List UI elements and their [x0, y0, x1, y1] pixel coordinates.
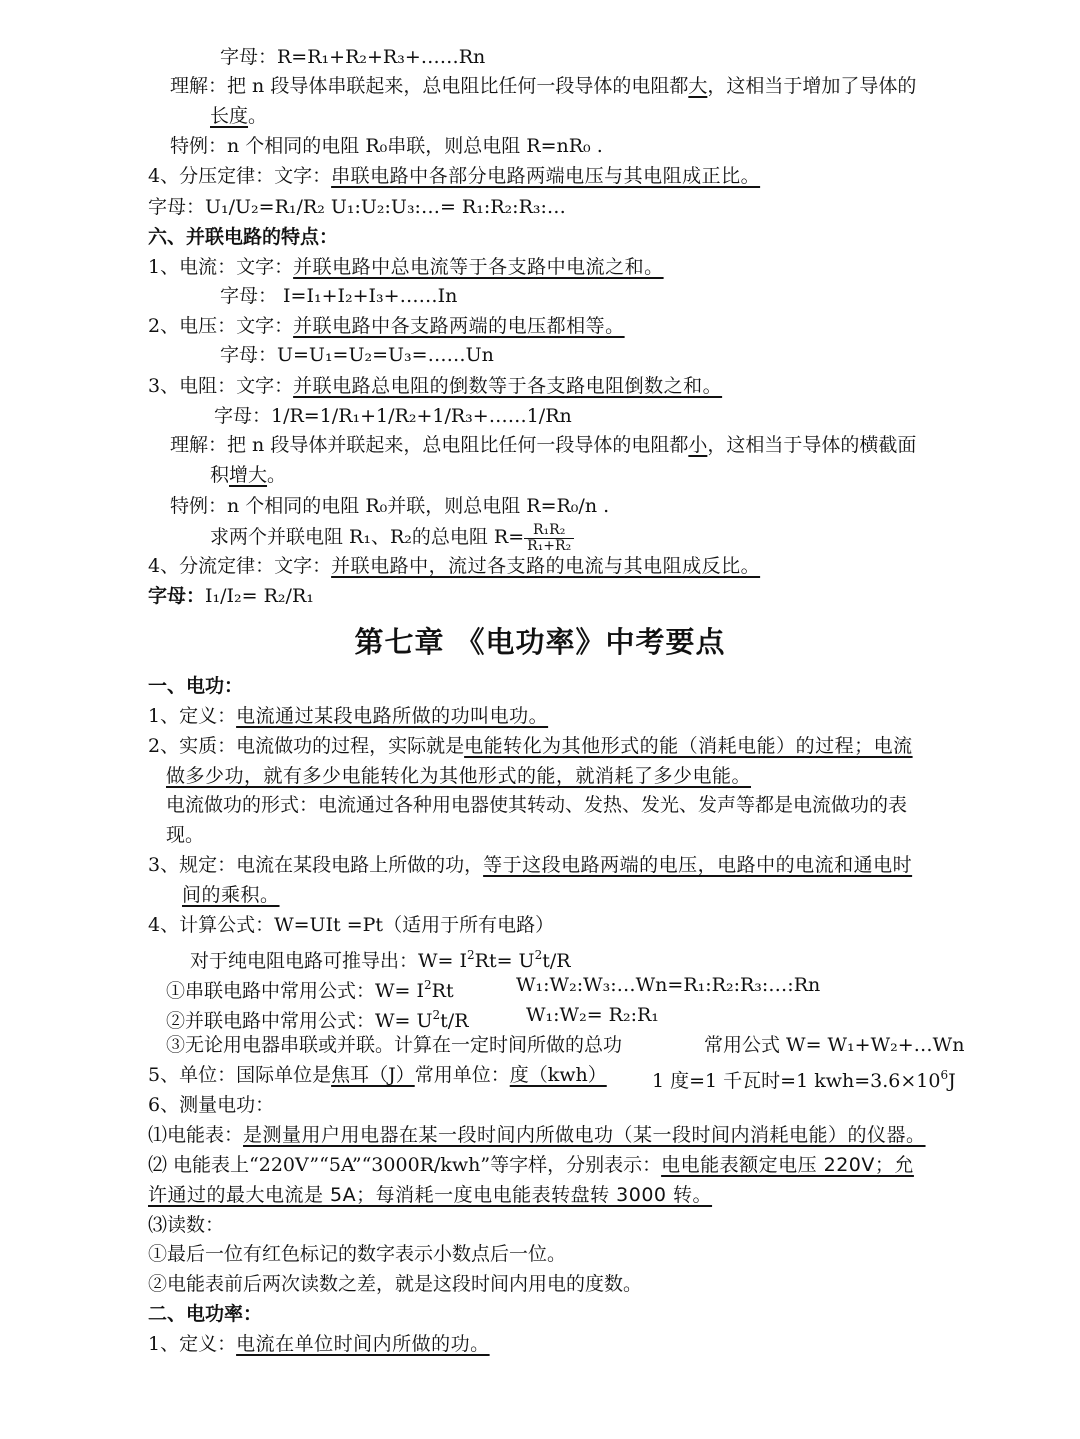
- series-work-formula: ①串联电路中常用公式：$W= I^2Rt$: [166, 978, 454, 1002]
- work-forms-cont: 现。: [166, 824, 205, 846]
- work-definition: 1、定义：电流通过某段电路所做的功叫电功。: [148, 705, 549, 727]
- power-definition: 1、定义：电流在单位时间内所做的功。: [148, 1333, 490, 1355]
- shunt-law: 4、分流定律：文字：并联电路中，流过各支路的电流与其电阻成反比。: [148, 555, 761, 577]
- parallel-voltage: 2、电压：文字：并联电路中各支路两端的电压都相等。: [148, 315, 625, 337]
- parallel-work-ratio: W₁:W₂= R₂:R₁: [526, 1004, 659, 1026]
- pure-resistance-formula: 对于纯电阻电路可推导出：$W= I^2Rt= U^2t/R$: [190, 948, 571, 972]
- work-rule-cont: 间的乘积。: [182, 884, 280, 906]
- series-understanding: 理解：把 n 段导体串联起来，总电阻比任何一段导体的电阻都大，这相当于增加了导体的: [170, 75, 917, 97]
- series-letter-formula: 字母：R=R₁+R₂+R₃+……Rn: [220, 46, 486, 68]
- parallel-voltage-formula: 字母：U=U₁=U₂=U₃=……Un: [220, 344, 494, 366]
- meter-definition: ⑴电能表：是测量用户用电器在某一段时间内所做电功（某一段时间内消耗电能）的仪器。: [148, 1124, 926, 1146]
- work-essence: 2、实质：电流做功的过程，实际就是电能转化为其他形式的能（消耗电能）的过程；电流: [148, 735, 913, 757]
- series-understanding-cont: 长度。: [210, 105, 268, 127]
- shunt-law-formula: 字母：I₁/I₂= R₂/R₁: [148, 585, 314, 607]
- series-work-ratio: W₁:W₂:W₃:…Wn=R₁:R₂:R₃:…:Rn: [516, 974, 821, 996]
- parallel-understanding: 理解：把 n 段导体并联起来，总电阻比任何一段导体的电阻都小，这相当于导体的横截面: [170, 434, 917, 456]
- parallel-current-formula: 字母： I=I₁+I₂+I₃+……In: [220, 285, 458, 307]
- divider-law: 4、分压定律：文字：串联电路中各部分电路两端电压与其电阻成正比。: [148, 165, 761, 187]
- chapter-title: 第七章 《电功率》中考要点: [354, 625, 726, 659]
- work-formula: 4、计算公式：W=UIt =Pt（适用于所有电路）: [148, 914, 555, 936]
- series-special-case: 特例：n 个相同的电阻 R₀串联，则总电阻 R=nR₀ .: [170, 135, 603, 157]
- two-parallel-formula: 求两个并联电阻 R₁、R₂的总电阻 R= $\frac{\text{R₁R₂}}{\text{R₁+R₂}}$: [210, 520, 574, 554]
- work-forms: 电流做功的形式：电流通过各种用电器使其转动、发热、发光、发声等都是电流做功的表: [166, 794, 908, 816]
- power-heading: 二、电功率：: [148, 1303, 263, 1325]
- work-heading: 一、电功：: [148, 675, 244, 697]
- parallel-resistance: 3、电阻：文字：并联电路总电阻的倒数等于各支路电阻倒数之和。: [148, 375, 723, 397]
- parallel-resistance-formula: 字母：1/R=1/R₁+1/R₂+1/R₃+……1/Rn: [214, 405, 572, 427]
- total-work-formula: 常用公式 W= W₁+W₂+…Wn: [704, 1034, 965, 1056]
- reading-2: ②电能表前后两次读数之差，就是这段时间内用电的度数。: [148, 1273, 643, 1295]
- reading-heading: ⑶读数：: [148, 1214, 225, 1236]
- fraction: $\frac{\text{R₁R₂}}{\text{R₁+R₂}}$: [524, 523, 574, 554]
- meter-marks-cont: 许通过的最大电流是 5A；每消耗一度电电能表转盘转 3000 转。: [148, 1184, 713, 1206]
- parallel-heading: 六、并联电路的特点：: [148, 226, 339, 248]
- meter-marks: ⑵ 电能表上“220V”“5A”“3000R/kwh”等字样，分别表示：电电能表额定电压 220V；允: [148, 1154, 914, 1176]
- unit-conversion: 1 度=1 千瓦时=1 $kwh=3.6\times 10^6J$: [652, 1068, 956, 1092]
- parallel-special-case: 特例：n 个相同的电阻 R₀并联，则总电阻 R=R₀/n .: [170, 495, 610, 517]
- work-rule: 3、规定：电流在某段电路上所做的功，等于这段电路两端的电压，电路中的电流和通电时: [148, 854, 913, 876]
- parallel-understanding-cont: 积增大。: [210, 464, 287, 486]
- parallel-current: 1、电流：文字：并联电路中总电流等于各支路中电流之和。: [148, 256, 664, 278]
- work-unit: 5、单位：国际单位是焦耳（J）常用单位：度（kwh）: [148, 1064, 607, 1086]
- work-essence-cont: 做多少功，就有多少电能转化为其他形式的能，就消耗了多少电能。: [166, 765, 752, 787]
- total-work: ③无论用电器串联或并联。计算在一定时间所做的总功: [166, 1034, 623, 1056]
- reading-1: ①最后一位有红色标记的数字表示小数点后一位。: [148, 1243, 567, 1265]
- divider-law-formula: 字母：U₁/U₂=R₁/R₂ U₁:U₂:U₃:…= R₁:R₂:R₃:…: [148, 196, 566, 218]
- measure-heading: 6、测量电功：: [148, 1094, 275, 1116]
- parallel-work-formula: ②并联电路中常用公式：$W= U^2t/R$: [166, 1008, 469, 1032]
